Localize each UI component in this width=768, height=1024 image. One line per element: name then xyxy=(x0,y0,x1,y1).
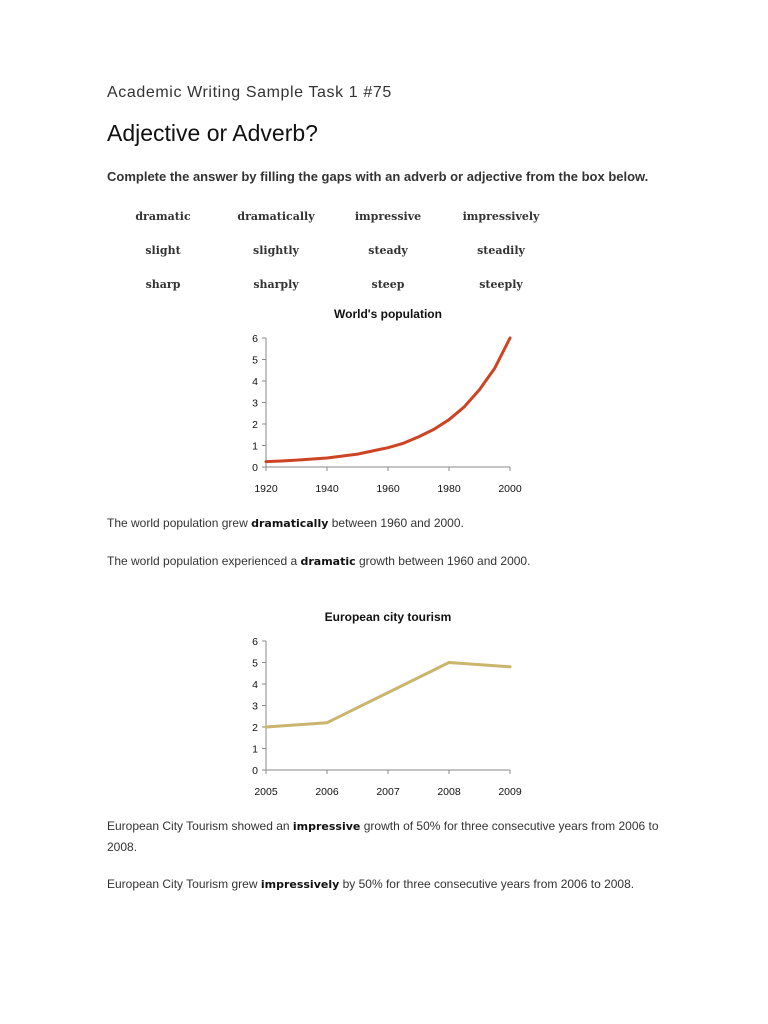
word-slightly: slightly xyxy=(253,244,299,257)
sentence-2: The world population experienced a dramatic growth between 1960 and 2000. xyxy=(107,554,531,568)
word-dramatic: dramatic xyxy=(135,210,191,223)
word-steeply: steeply xyxy=(479,278,523,291)
x-tick-label: 1940 xyxy=(315,483,339,495)
x-tick-label: 1960 xyxy=(376,483,400,495)
sentence-4: European City Tourism grew impressively by 50% for three consecutive years from 2006 to 2008. xyxy=(107,877,635,891)
y-tick-label: 4 xyxy=(252,679,258,691)
chart-title: European city tourism xyxy=(324,610,452,624)
y-tick-label: 4 xyxy=(252,376,258,388)
document-subtitle: Academic Writing Sample Task 1 #75 xyxy=(107,84,392,101)
european-city-tourism-chart xyxy=(200,603,560,808)
y-tick-label: 2 xyxy=(252,722,258,734)
sentence-3: European City Tourism showed an impressive growth of 50% for three consecutive years from 2006 to 2008. xyxy=(107,819,659,854)
chart-title: World's population xyxy=(334,307,442,321)
y-tick-label: 1 xyxy=(252,440,258,453)
series-line xyxy=(266,338,510,462)
word-sharply: sharply xyxy=(253,278,299,291)
instruction-text: Complete the answer by filling the gaps with an adverb or adjective from the box below. xyxy=(107,169,649,184)
word-box xyxy=(0,208,768,298)
x-tick-label: 2008 xyxy=(437,786,461,798)
word-impressive: impressive xyxy=(354,210,422,223)
word-slight: slight xyxy=(145,244,181,257)
word-dramatically: dramatically xyxy=(237,210,315,223)
word-steadily: steadily xyxy=(477,244,525,257)
world-population-chart xyxy=(200,300,560,505)
y-tick-label: 6 xyxy=(252,333,258,345)
series-line xyxy=(266,663,510,728)
y-tick-label: 1 xyxy=(252,743,258,756)
x-tick-label: 2005 xyxy=(254,786,278,798)
word-impressively: impressively xyxy=(462,210,540,223)
y-tick-label: 5 xyxy=(252,354,258,367)
x-tick-label: 1980 xyxy=(437,483,461,495)
x-tick-label: 2006 xyxy=(315,786,339,798)
y-tick-label: 5 xyxy=(252,657,258,670)
y-tick-label: 2 xyxy=(252,419,258,431)
word-steep: steep xyxy=(371,278,405,291)
y-tick-label: 3 xyxy=(252,397,258,410)
word-steady: steady xyxy=(368,244,408,257)
x-tick-label: 2007 xyxy=(376,786,400,798)
word-sharp: sharp xyxy=(145,278,181,291)
sentence-1: The world population grew dramatically between 1960 and 2000. xyxy=(107,516,464,530)
x-tick-label: 1920 xyxy=(254,483,278,495)
y-tick-label: 0 xyxy=(252,462,258,474)
y-tick-label: 6 xyxy=(252,636,258,648)
x-tick-label: 2000 xyxy=(498,483,522,495)
page-title: Adjective or Adverb? xyxy=(107,120,318,146)
y-tick-label: 3 xyxy=(252,700,258,713)
x-tick-label: 2009 xyxy=(498,786,522,798)
y-tick-label: 0 xyxy=(252,765,258,777)
